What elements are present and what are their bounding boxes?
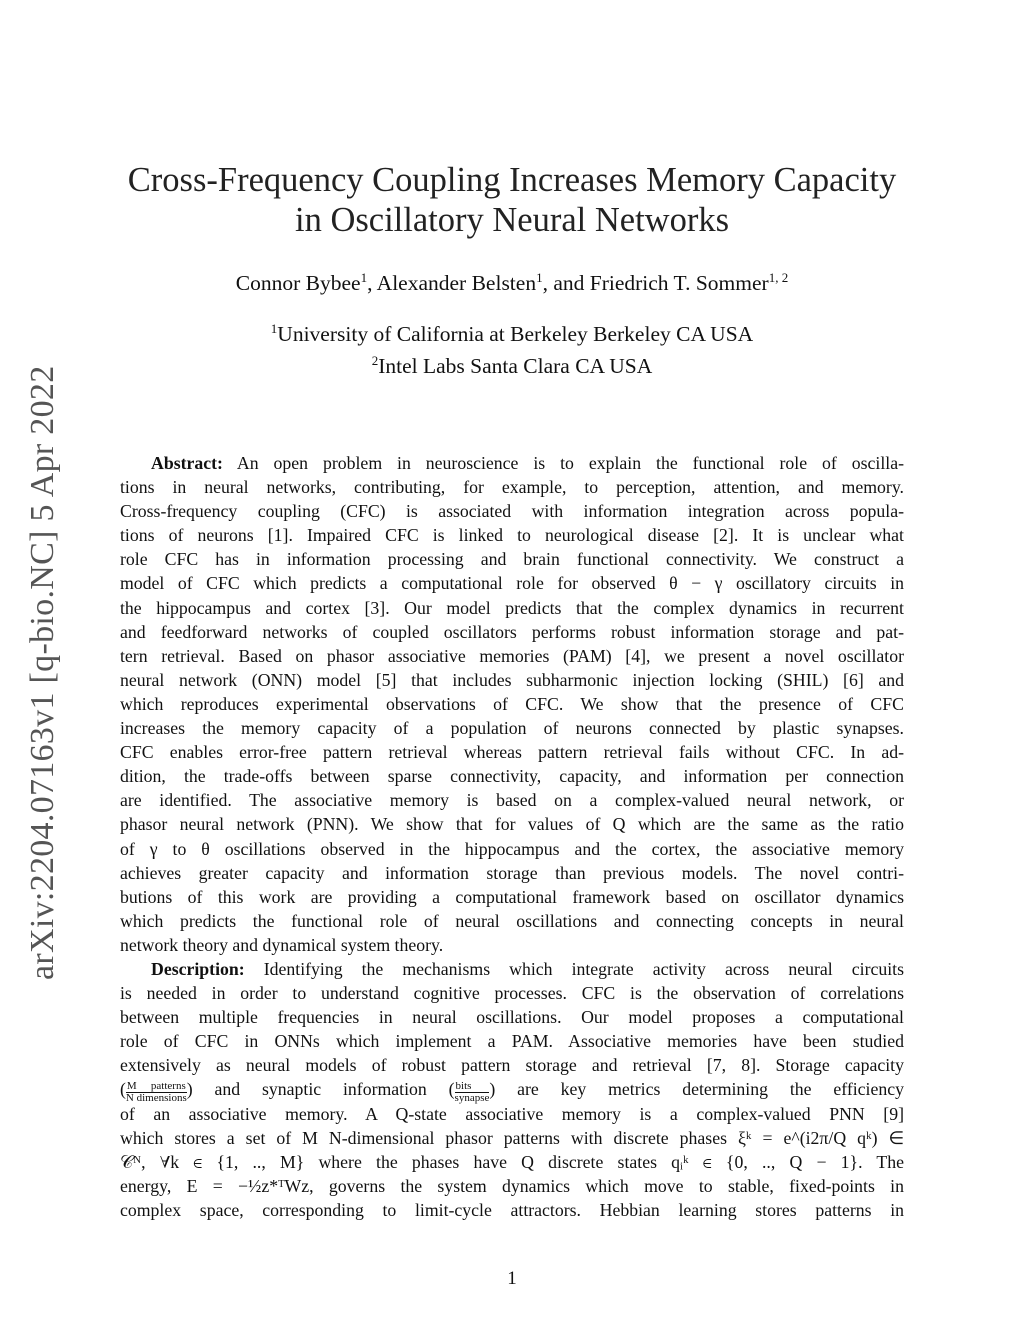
author-list: Connor Bybee$^1$, Alexander Belsten$^1$, and Friedrich T. Sommer$^{1, 2}$ bbox=[235, 270, 789, 295]
description-line: Description: Identifying the mechanisms which integrate activity across neural circuits bbox=[151, 959, 905, 979]
abstract-line: CFC enables error-free pattern retrieval whereas pattern retrieval fails without CFC. In ad- bbox=[120, 742, 904, 763]
affiliation: $^1$University of California at Berkeley Berkeley CA USA bbox=[270, 321, 754, 346]
abstract-line: network theory and dynamical system theory. bbox=[120, 934, 444, 955]
arxiv-sidebar-stamp: arXiv:2204.07163v1 [q-bio.NC] 5 Apr 2022 bbox=[24, 365, 61, 980]
abstract-line: Cross-frequency coupling (CFC) is associated with information integration across popula- bbox=[120, 501, 904, 522]
description-line: energy, E = −½z*ᵀWz, governs the system dynamics which move to stable, fixed-points in bbox=[120, 1175, 904, 1196]
author-name: Alexander Belsten bbox=[376, 271, 537, 295]
abstract-heading: Abstract: bbox=[151, 453, 223, 473]
paper-title bbox=[100, 160, 924, 240]
abstract-line: the hippocampus and cortex [3]. Our model predicts that the complex dynamics in recurrent bbox=[120, 597, 904, 618]
description-line: 𝒞ᴺ, ∀k ∈ {1, .., M} where the phases have Q discrete states qᵢᵏ ∈ {0, .., Q − 1}. The bbox=[120, 1151, 904, 1172]
description-line: of an associative memory. A Q-state associative memory is a complex-valued PNN [9] bbox=[120, 1103, 904, 1124]
abstract-line: achieves greater capacity and information storage than previous models. The novel contri- bbox=[120, 862, 904, 883]
abstract-line: model of CFC which predicts a computational role for observed θ − γ oscillatory circuits in bbox=[120, 573, 904, 594]
description-line: between multiple frequencies in neural oscillations. Our model proposes a computational bbox=[120, 1007, 904, 1028]
page-number: 1 bbox=[507, 1268, 517, 1289]
description-line: ( $\frac{\text{M patterns}}{\text{N dimensions}}$ ) and synaptic information ( $\frac{\text{bits}}{\text{synapse}}$ ) are key metrics determining the efficiency bbox=[120, 1079, 904, 1105]
abstract-line: and feedforward networks of coupled oscillators performs robust information storage and pat- bbox=[120, 621, 904, 642]
abstract-line: Abstract: An open problem in neuroscience is to explain the functional role of oscilla- bbox=[151, 453, 904, 473]
title-line-2: in Oscillatory Neural Networks bbox=[294, 201, 729, 239]
abstract-line: which reproduces experimental observations of CFC. We show that the presence of CFC bbox=[120, 693, 904, 714]
abstract-line: tions of neurons [1]. Impaired CFC is linked to neurological disease [2]. It is unclear what bbox=[120, 525, 904, 546]
author-affil-mark: 1 bbox=[360, 270, 368, 285]
author-affil-mark: 1, 2 bbox=[768, 270, 789, 285]
abstract-line: of γ to θ oscillations observed in the hippocampus and the cortex, the associative memory bbox=[120, 838, 904, 859]
abstract-line: which predicts the functional role of neural oscillations and connecting concepts in neural bbox=[120, 910, 904, 931]
description-line: which stores a set of M N-dimensional phasor patterns with discrete phases ξᵏ = e^(i2π/Q qᵏ) ∈ bbox=[120, 1127, 904, 1148]
abstract-paragraph bbox=[120, 451, 904, 957]
description-paragraph bbox=[120, 957, 904, 1222]
abstract-line: increases the memory capacity of a population of neurons connected by plastic synapses. bbox=[120, 718, 904, 739]
description-line: role of CFC in ONNs which implement a PAM. Associative memories have been studied bbox=[120, 1031, 904, 1052]
description-line: is needed in order to understand cognitive processes. CFC is the observation of correlations bbox=[120, 983, 904, 1004]
abstract-line: phasor neural network (PNN). We show that for values of Q which are the same as the ratio bbox=[120, 814, 904, 835]
capacity-fraction: $\frac{\text{M patterns}}{\text{N dimensions}}$ bbox=[125, 1080, 187, 1105]
description-heading: Description: bbox=[151, 959, 245, 979]
description-line: extensively as neural models of robust pattern storage and retrieval [7, 8]. Storage capacity bbox=[120, 1055, 904, 1076]
information-fraction: $\frac{\text{bits}}{\text{synapse}}$ bbox=[454, 1080, 490, 1105]
description-line: complex space, corresponding to limit-cycle attractors. Hebbian learning stores patterns in bbox=[120, 1199, 904, 1220]
title-line-1: Cross-Frequency Coupling Increases Memory Capacity bbox=[127, 161, 897, 199]
abstract-line: tions in neural networks, contributing, for example, to perception, attention, and memory. bbox=[120, 477, 904, 498]
affiliations bbox=[100, 318, 924, 382]
affiliation: $^2$Intel Labs Santa Clara CA USA bbox=[371, 353, 653, 378]
abstract-line: tern retrieval. Based on phasor associative memories (PAM) [4], we present a novel oscillator bbox=[120, 645, 904, 666]
abstract-line: butions of this work are providing a computational framework based on oscillator dynamics bbox=[120, 886, 904, 907]
author-name: Connor Bybee bbox=[235, 271, 361, 295]
author-name: Friedrich T. Sommer bbox=[589, 271, 769, 295]
abstract-line: neural network (ONN) model [5] that includes subharmonic injection locking (SHIL) [6] and bbox=[120, 669, 904, 690]
abstract-line: role CFC has in information processing and brain functional connectivity. We construct a bbox=[120, 549, 904, 570]
abstract-line: dition, the trade-offs between sparse connectivity, capacity, and information per connection bbox=[120, 766, 904, 787]
abstract-line: are identified. The associative memory is based on a complex-valued neural network, or bbox=[120, 790, 904, 811]
author-affil-mark: 1 bbox=[536, 270, 543, 285]
